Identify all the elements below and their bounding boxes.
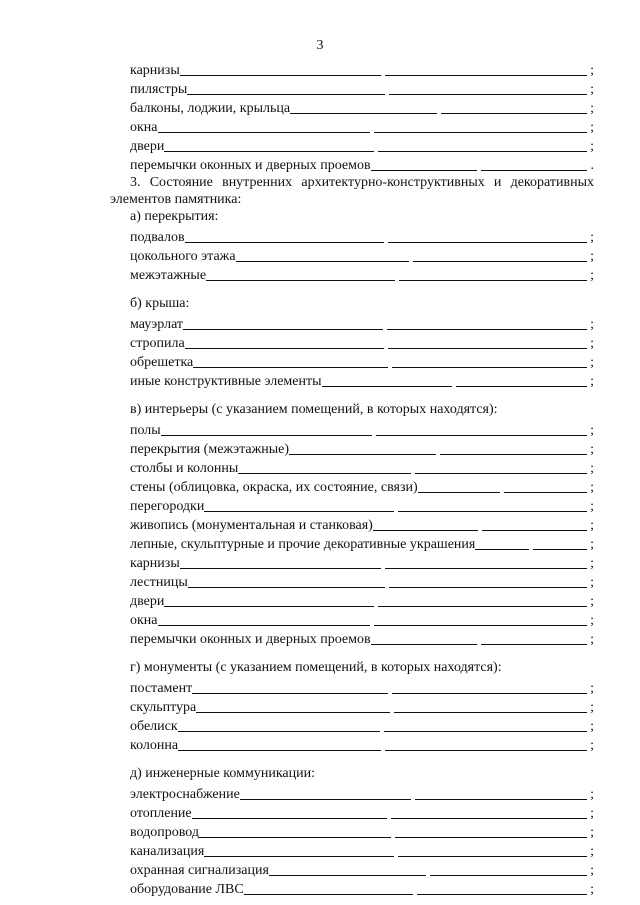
fill-in-blank[interactable]	[183, 329, 383, 330]
form-line	[110, 629, 594, 648]
form-line-label: двери	[130, 594, 165, 609]
fill-in-blank[interactable]	[158, 625, 371, 626]
group-heading: а) перекрытия:	[130, 209, 219, 224]
fill-in-blank[interactable]	[415, 799, 587, 800]
form-line	[110, 155, 594, 174]
fill-in-blank[interactable]	[158, 132, 371, 133]
fill-in-blank[interactable]	[418, 492, 501, 493]
fill-in-blank[interactable]	[289, 454, 436, 455]
fill-in-blank[interactable]	[193, 367, 388, 368]
line-end-punctuation: ;	[590, 268, 595, 283]
fill-in-blank[interactable]	[269, 875, 426, 876]
line-end-punctuation: ;	[590, 825, 594, 840]
form-line	[110, 860, 594, 879]
fill-in-blank[interactable]	[371, 170, 477, 171]
fill-in-blank[interactable]	[192, 818, 388, 819]
fill-in-blank[interactable]	[388, 348, 587, 349]
form-line	[110, 496, 594, 515]
form-line	[110, 60, 594, 79]
group-spacer	[110, 648, 594, 659]
group-heading: д) инженерные коммуникации:	[130, 766, 315, 781]
line-end-punctuation: ;	[590, 863, 594, 878]
fill-in-blank[interactable]	[376, 435, 587, 436]
fill-in-blank[interactable]	[204, 856, 393, 857]
form-line	[110, 841, 594, 860]
form-line-label: постамент	[130, 681, 193, 696]
form-line	[110, 591, 594, 610]
form-line-label: иные конструктивные элементы	[130, 374, 322, 389]
form-line-label: стропила	[130, 336, 185, 351]
fill-in-blank[interactable]	[385, 75, 587, 76]
form-line	[110, 553, 594, 572]
form-line	[110, 610, 594, 629]
fill-in-blank[interactable]	[378, 151, 587, 152]
fill-in-blank[interactable]	[373, 530, 478, 531]
group-heading: в) интерьеры (с указанием помещений, в которых находятся):	[130, 402, 498, 417]
form-line-label: электроснабжение	[130, 787, 240, 802]
form-line-label: обелиск	[130, 719, 178, 734]
line-end-punctuation: ;	[590, 882, 595, 897]
fill-in-blank[interactable]	[389, 94, 587, 95]
form-line	[110, 458, 594, 477]
fill-in-blank[interactable]	[196, 712, 389, 713]
form-line-label: окна	[130, 120, 158, 135]
fill-in-blank[interactable]	[199, 837, 391, 838]
line-end-punctuation: ;	[590, 632, 595, 647]
form-line	[110, 314, 594, 333]
line-end-punctuation: ;	[590, 518, 594, 533]
fill-in-blank[interactable]	[415, 473, 587, 474]
fill-in-blank[interactable]	[398, 856, 587, 857]
fill-in-blank[interactable]	[240, 799, 412, 800]
form-line-label: перемычки оконных и дверных проемов	[130, 632, 371, 647]
fill-in-blank[interactable]	[388, 242, 587, 243]
fill-in-blank[interactable]	[394, 712, 587, 713]
line-end-punctuation: ;	[590, 613, 595, 628]
group-heading: б) крыша:	[130, 296, 190, 311]
fill-in-blank[interactable]	[378, 606, 587, 607]
fill-in-blank[interactable]	[178, 731, 381, 732]
form-line	[110, 371, 594, 390]
fill-in-blank[interactable]	[236, 261, 410, 262]
fill-in-blank[interactable]	[180, 568, 382, 569]
fill-in-blank[interactable]	[192, 693, 387, 694]
line-end-punctuation: ;	[590, 700, 594, 715]
fill-in-blank[interactable]	[392, 693, 587, 694]
section-3-heading: 3. Состояние внутренних архитектурно-конструктивных и декоративных элементов памятника:	[110, 175, 594, 207]
form-line	[110, 879, 594, 898]
form-line	[110, 246, 594, 265]
form-line-label: перекрытия (межэтажные)	[130, 442, 290, 457]
form-line-label: пилястры	[130, 82, 188, 97]
fill-in-blank[interactable]	[244, 894, 414, 895]
form-content	[110, 60, 594, 898]
form-line	[110, 735, 594, 754]
form-line	[110, 716, 594, 735]
fill-in-blank[interactable]	[533, 549, 587, 550]
exterior-elements-list	[110, 60, 594, 174]
group-spacer	[110, 390, 594, 401]
form-line	[110, 572, 594, 591]
form-line-label: подвалов	[130, 230, 185, 245]
fill-in-blank[interactable]	[482, 530, 587, 531]
line-end-punctuation: ;	[590, 537, 594, 552]
form-line	[110, 515, 594, 534]
fill-in-blank[interactable]	[161, 435, 372, 436]
form-line-label: колонна	[130, 738, 179, 753]
fill-in-blank[interactable]	[374, 625, 587, 626]
line-end-punctuation: ;	[590, 317, 595, 332]
form-line	[110, 333, 594, 352]
form-line	[110, 803, 594, 822]
fill-in-blank[interactable]	[413, 261, 587, 262]
fill-in-blank[interactable]	[395, 837, 587, 838]
fill-in-blank[interactable]	[188, 587, 386, 588]
form-line-label: скульптура	[130, 700, 197, 715]
form-line-label: полы	[130, 423, 161, 438]
line-end-punctuation: ;	[590, 499, 595, 514]
form-line-label: обрешетка	[130, 355, 194, 370]
fill-in-blank[interactable]	[391, 818, 587, 819]
fill-in-blank[interactable]	[481, 170, 587, 171]
fill-in-blank[interactable]	[374, 132, 587, 133]
line-end-punctuation: ;	[590, 738, 594, 753]
line-end-punctuation: ;	[590, 374, 595, 389]
fill-in-blank[interactable]	[178, 750, 380, 751]
fill-in-blank[interactable]	[481, 644, 587, 645]
fill-in-blank[interactable]	[385, 750, 587, 751]
line-end-punctuation: ;	[590, 461, 595, 476]
line-end-punctuation: .	[590, 158, 595, 173]
line-end-punctuation: ;	[590, 82, 595, 97]
line-end-punctuation: ;	[590, 355, 595, 370]
line-end-punctuation: ;	[590, 556, 595, 571]
fill-in-blank[interactable]	[185, 242, 384, 243]
form-line	[110, 352, 594, 371]
form-line	[110, 420, 594, 439]
form-line-label: цокольного этажа	[130, 249, 236, 264]
form-line	[110, 265, 594, 284]
form-line	[110, 136, 594, 155]
form-line-label: перемычки оконных и дверных проемов	[130, 158, 371, 173]
fill-in-blank[interactable]	[204, 511, 393, 512]
line-end-punctuation: ;	[590, 101, 594, 116]
form-line-label: живопись (монументальная и станковая)	[130, 518, 373, 533]
fill-in-blank[interactable]	[399, 280, 587, 281]
form-line-label: лепные, скульптурные и прочие декоративные украшения	[130, 537, 476, 552]
form-line-label: столбы и колонны	[130, 461, 239, 476]
fill-in-blank[interactable]	[440, 454, 587, 455]
line-end-punctuation: ;	[590, 787, 594, 802]
fill-in-blank[interactable]	[475, 549, 529, 550]
fill-in-blank[interactable]	[504, 492, 587, 493]
fill-in-blank[interactable]	[180, 75, 382, 76]
line-end-punctuation: ;	[590, 575, 595, 590]
form-line-label: двери	[130, 139, 165, 154]
fill-in-blank[interactable]	[290, 113, 436, 114]
form-line	[110, 79, 594, 98]
fill-in-blank[interactable]	[392, 367, 587, 368]
group-heading: г) монументы (с указанием помещений, в которых находятся):	[130, 660, 502, 675]
form-line-label: оборудование ЛВС	[130, 882, 244, 897]
form-line-label: балконы, лоджии, крыльца	[130, 101, 291, 116]
form-line-label: лестницы	[130, 575, 188, 590]
line-end-punctuation: ;	[590, 230, 595, 245]
section-group	[110, 648, 594, 754]
form-line	[110, 822, 594, 841]
page-number: 3	[316, 38, 324, 53]
fill-in-blank[interactable]	[389, 587, 587, 588]
form-line	[110, 117, 594, 136]
form-line	[110, 98, 594, 117]
line-end-punctuation: ;	[590, 844, 594, 859]
form-line	[110, 477, 594, 496]
fill-in-blank[interactable]	[164, 606, 373, 607]
line-end-punctuation: ;	[590, 249, 594, 264]
form-line-label: стены (облицовка, окраска, их состояние, связи)	[130, 480, 418, 495]
fill-in-blank[interactable]	[164, 151, 373, 152]
form-line-label: отопление	[130, 806, 192, 821]
fill-in-blank[interactable]	[384, 731, 587, 732]
line-end-punctuation: ;	[590, 120, 595, 135]
line-end-punctuation: ;	[590, 63, 595, 78]
fill-in-blank[interactable]	[371, 644, 477, 645]
form-line	[110, 784, 594, 803]
fill-in-blank[interactable]	[430, 875, 587, 876]
fill-in-blank[interactable]	[185, 348, 384, 349]
fill-in-blank[interactable]	[441, 113, 587, 114]
fill-in-blank[interactable]	[456, 386, 587, 387]
form-line-label: перегородки	[130, 499, 205, 514]
fill-in-blank[interactable]	[387, 329, 587, 330]
form-line-label: карнизы	[130, 63, 180, 78]
group-spacer	[110, 754, 594, 765]
section-group	[110, 284, 594, 390]
line-end-punctuation: ;	[590, 480, 595, 495]
form-line-label: окна	[130, 613, 158, 628]
form-line	[110, 678, 594, 697]
line-end-punctuation: ;	[590, 442, 595, 457]
line-end-punctuation: ;	[590, 719, 594, 734]
line-end-punctuation: ;	[590, 139, 595, 154]
fill-in-blank[interactable]	[238, 473, 410, 474]
form-line-label: канализация	[130, 844, 205, 859]
form-line-label: карнизы	[130, 556, 180, 571]
form-line-label: охранная сигнализация	[130, 863, 269, 878]
form-line	[110, 534, 594, 553]
section-group	[110, 208, 594, 284]
line-end-punctuation: ;	[590, 681, 594, 696]
form-line	[110, 227, 594, 246]
form-line	[110, 439, 594, 458]
form-line-label: межэтажные	[130, 268, 207, 283]
fill-in-blank[interactable]	[206, 280, 394, 281]
fill-in-blank[interactable]	[187, 94, 385, 95]
fill-in-blank[interactable]	[385, 568, 587, 569]
section-group	[110, 754, 594, 898]
section-group	[110, 390, 594, 648]
fill-in-blank[interactable]	[398, 511, 587, 512]
group-spacer	[110, 284, 594, 295]
form-line	[110, 697, 594, 716]
line-end-punctuation: ;	[590, 423, 595, 438]
form-line-label: водопровод	[130, 825, 199, 840]
form-line-label: мауэрлат	[130, 317, 184, 332]
interior-groups	[110, 208, 594, 898]
line-end-punctuation: ;	[590, 336, 594, 351]
fill-in-blank[interactable]	[417, 894, 587, 895]
line-end-punctuation: ;	[590, 806, 595, 821]
line-end-punctuation: ;	[590, 594, 595, 609]
fill-in-blank[interactable]	[322, 386, 453, 387]
